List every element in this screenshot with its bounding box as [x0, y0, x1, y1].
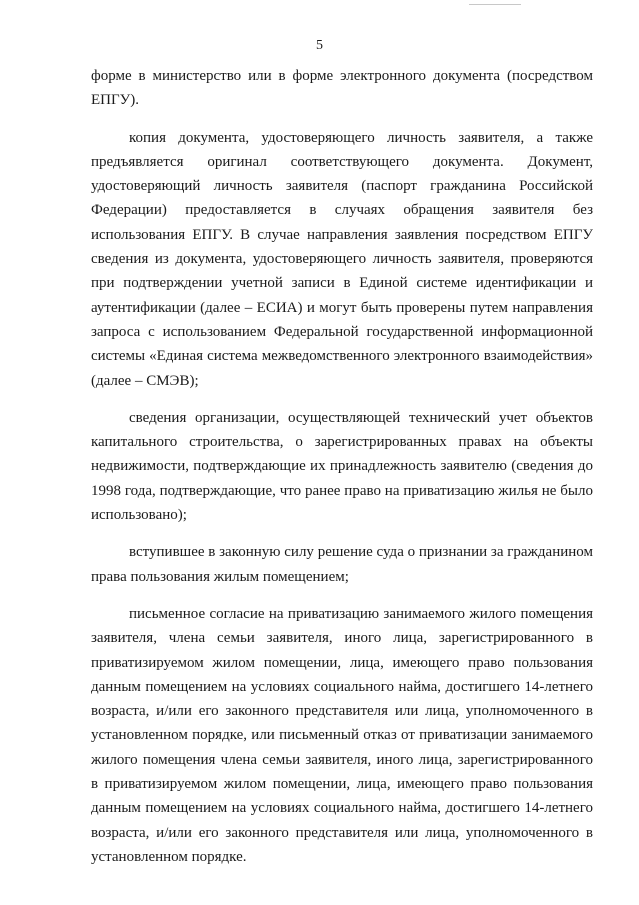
paragraph-identity-document: копия документа, удостоверяющего личность заявителя, а также предъявляется оригинал соответствующего документа. Документ, удостоверяющий личность заявителя (паспорт гражданина Российской Федерации) предоставляется в случаях обращения заявителя без использования ЕПГУ. В случае направления заявления посредством ЕПГУ сведения из документа, удостоверяющего личность заявителя, проверяются при подтверждении учетной записи в Единой системе идентификации и аутентификации (далее – ЕСИА) и могут быть проверены путем направления запроса с использованием Федеральной государственной информационной системы «Единая система межведомственного электронного взаимодействия» (далее – СМЭВ);: [91, 129, 593, 389]
paragraph-written-consent: письменное согласие на приватизацию занимаемого жилого помещения заявителя, члена семьи заявителя, иного лица, зарегистрированного в приватизируемом жилом помещении, лица, имеющего право пользования данным помещением на условиях социального найма, достигшего 14-летнего возраста, и/или его законного представителя или лица, уполномоченного в установленном порядке, или письменный отказ от приватизации занимаемого жилого помещения члена семьи заявителя, иного лица, зарегистрированного в приватизируемом жилом помещении, лица, имеющего право пользования данным помещением на условиях социального найма, достигшего 14-летнего возраста, и/или его законного представителя или лица, уполномоченного в установленном порядке.: [91, 605, 593, 865]
scan-edge-mark: [469, 0, 521, 5]
page-number: 5: [316, 38, 323, 53]
paragraph-court-decision: вступившее в законную силу решение суда о признании за гражданином права пользования жилым помещением;: [91, 544, 593, 585]
document-body: [91, 64, 593, 869]
paragraph-continuation: форме в министерство или в форме электронного документа (посредством ЕПГУ).: [91, 68, 593, 109]
paragraph-registration-info: сведения организации, осуществляющей технический учет объектов капитального строительства, о зарегистрированных правах на объекты недвижимости, подтверждающие их принадлежность заявителю (сведения до 1998 года, подтверждающие, что ранее право на приватизацию жилья не было использовано);: [91, 409, 593, 524]
